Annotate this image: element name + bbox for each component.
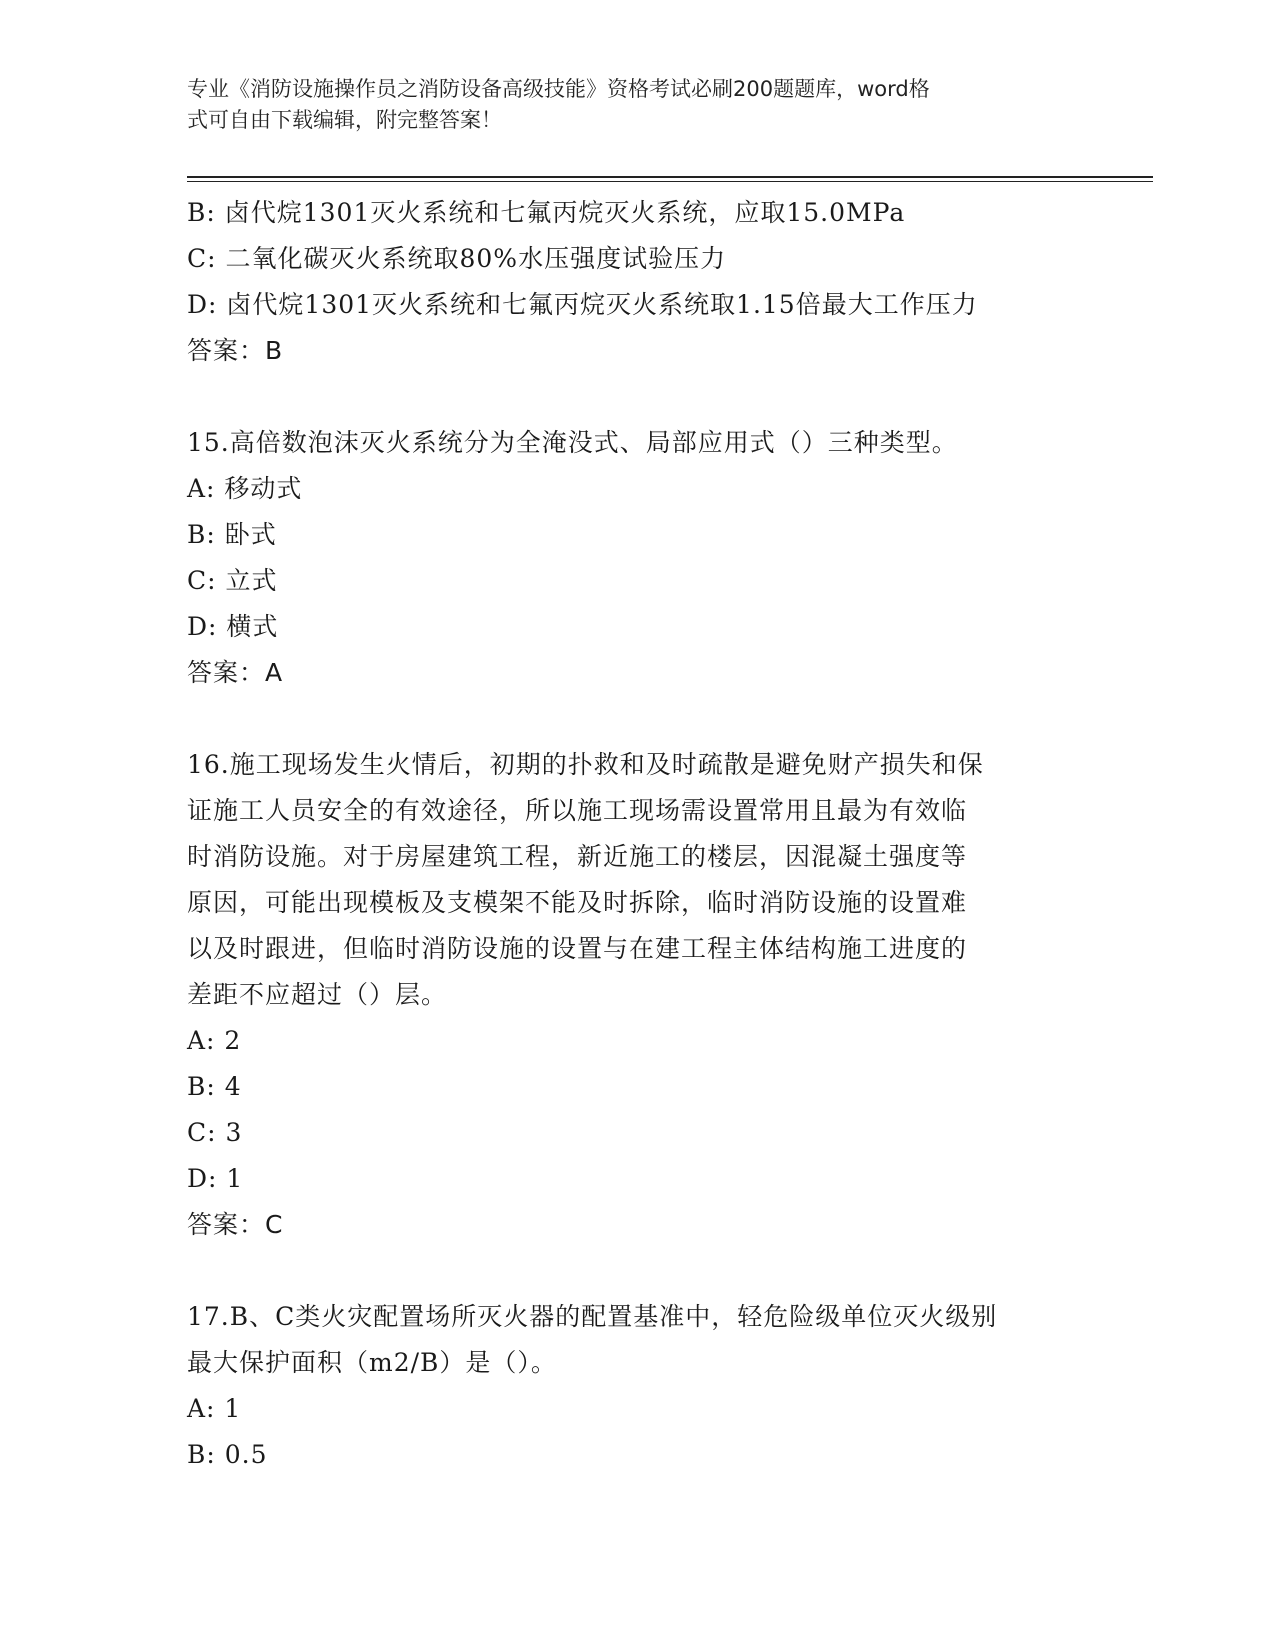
q17-stem-line-1: 17.B、C类火灾配置场所灭火器的配置基准中，轻危险级单位灭火级别 <box>187 1302 998 1331</box>
q16-stem-line-3: 时消防设施。对于房屋建筑工程，新近施工的楼层，因混凝土强度等 <box>187 842 968 871</box>
q15-option-d: D: 横式 <box>187 612 279 641</box>
q14-option-b: B: 卤代烷1301灭火系统和七氟丙烷灭火系统，应取15.0MPa <box>187 198 906 227</box>
spacer <box>187 696 1087 742</box>
header-rule-thin <box>187 181 1153 182</box>
q15-answer: 答案：A <box>187 658 284 687</box>
q14-answer: 答案：B <box>187 336 284 365</box>
question-16 <box>187 742 1087 1248</box>
q15-stem: 15.高倍数泡沫灭火系统分为全淹没式、局部应用式（）三种类型。 <box>187 428 958 457</box>
header-line-2: 式可自由下载编辑，附完整答案！ <box>187 108 502 132</box>
q15-option-c: C: 立式 <box>187 566 278 595</box>
spacer <box>187 374 1087 420</box>
q14-option-d: D: 卤代烷1301灭火系统和七氟丙烷灭火系统取1.15倍最大工作压力 <box>187 290 978 319</box>
header-rule-thick <box>187 176 1153 178</box>
q16-option-d: D: 1 <box>187 1164 244 1193</box>
q16-stem-line-1: 16.施工现场发生火情后，初期的扑救和及时疏散是避免财产损失和保 <box>187 750 984 779</box>
q16-stem-line-6: 差距不应超过（）层。 <box>187 980 448 1009</box>
q16-stem-line-2: 证施工人员安全的有效途径，所以施工现场需设置常用且最为有效临 <box>187 796 968 825</box>
question-15 <box>187 420 1087 696</box>
q16-option-a: A: 2 <box>187 1026 242 1055</box>
spacer <box>187 1248 1087 1294</box>
question-content <box>187 190 1087 1478</box>
document-header <box>187 74 1067 136</box>
question-14 <box>187 190 1087 374</box>
question-17 <box>187 1294 1087 1478</box>
q16-stem-line-4: 原因，可能出现模板及支模架不能及时拆除，临时消防设施的设置难 <box>187 888 968 917</box>
q16-stem-line-5: 以及时跟进，但临时消防设施的设置与在建工程主体结构施工进度的 <box>187 934 968 963</box>
q17-option-b: B: 0.5 <box>187 1440 268 1469</box>
q17-stem-line-2: 最大保护面积（m2/B）是（）。 <box>187 1348 557 1377</box>
q16-answer: 答案：C <box>187 1210 284 1239</box>
q15-option-a: A: 移动式 <box>187 474 303 503</box>
q15-option-b: B: 卧式 <box>187 520 277 549</box>
q16-option-c: C: 3 <box>187 1118 243 1147</box>
q17-option-a: A: 1 <box>187 1394 242 1423</box>
q16-option-b: B: 4 <box>187 1072 242 1101</box>
header-line-1: 专业《消防设施操作员之消防设备高级技能》资格考试必刷200题题库，word格 <box>187 77 930 101</box>
q14-option-c: C: 二氧化碳灭火系统取80%水压强度试验压力 <box>187 244 727 273</box>
